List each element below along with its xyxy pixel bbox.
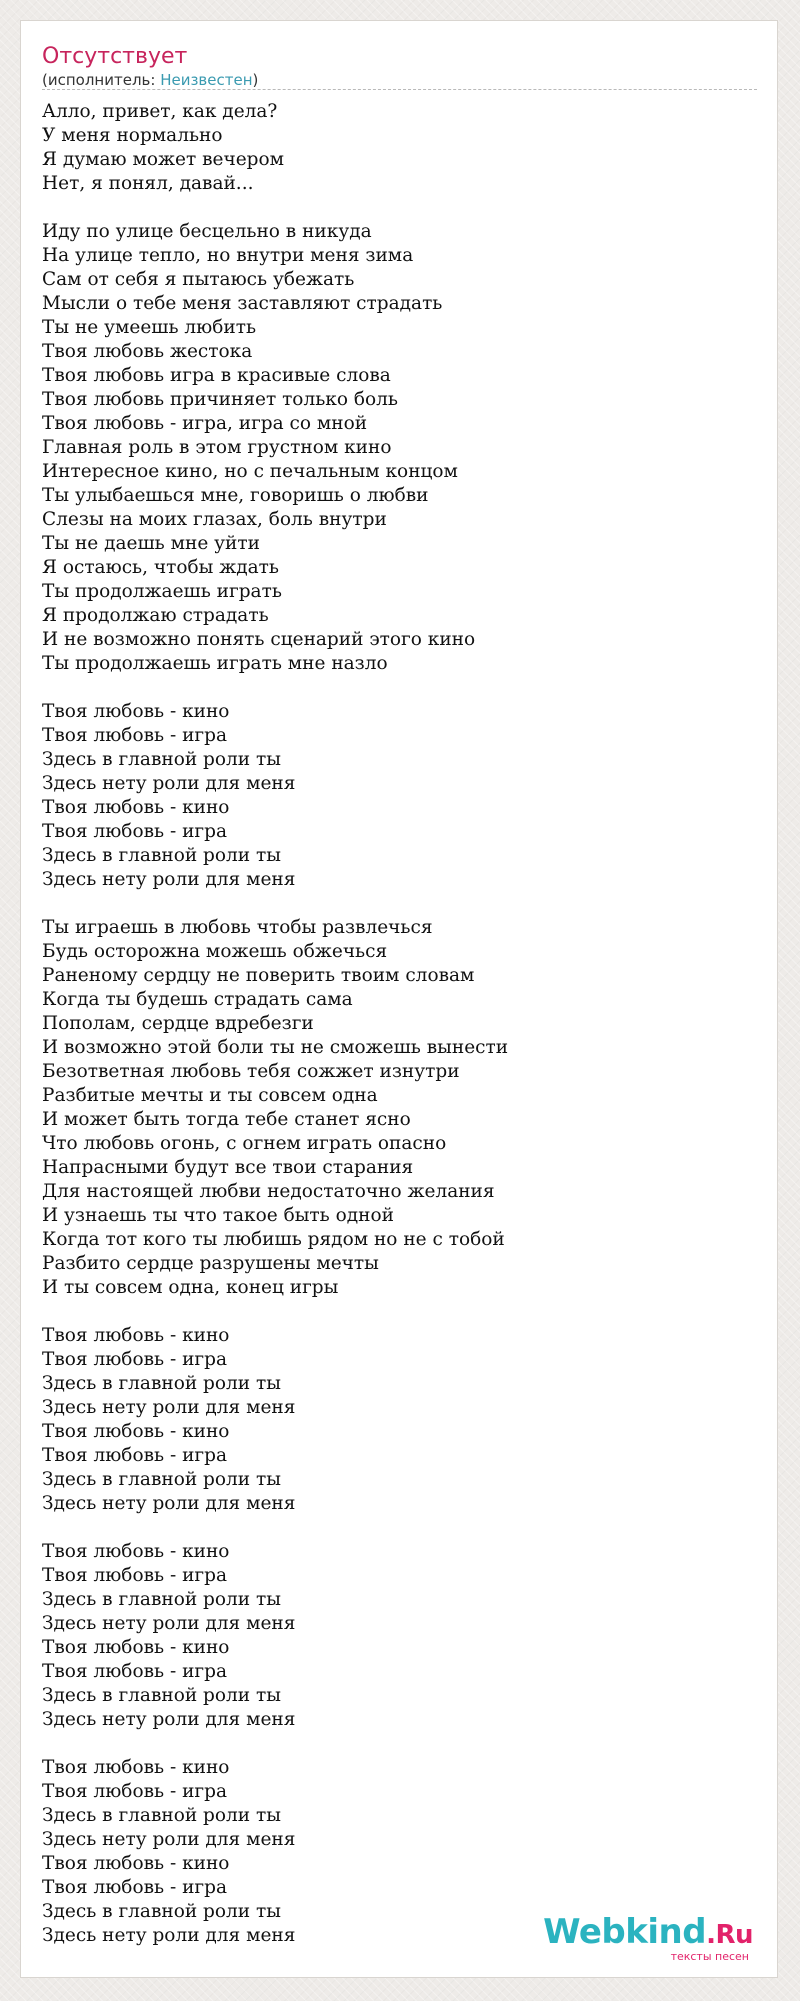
lyric-line: Иду по улице бесцельно в никуда xyxy=(42,221,372,242)
lyric-line: Твоя любовь - кино xyxy=(42,701,230,722)
lyric-line: Будь осторожна можешь обжечься xyxy=(42,941,388,962)
lyric-line: Здесь нету роли для меня xyxy=(42,1493,296,1514)
lyric-line: Здесь нету роли для меня xyxy=(42,1397,296,1418)
lyric-line: Интересное кино, но с печальным концом xyxy=(42,461,458,482)
lyric-line: Твоя любовь - кино xyxy=(42,797,230,818)
lyric-line: Здесь нету роли для меня xyxy=(42,1613,296,1634)
lyrics-stanza xyxy=(42,100,757,196)
lyric-line: Ты играешь в любовь чтобы развлечься xyxy=(42,917,433,938)
lyric-line: Твоя любовь - игра xyxy=(42,1781,227,1802)
lyric-line: У меня нормально xyxy=(42,125,223,146)
lyric-line: Твоя любовь - кино xyxy=(42,1421,230,1442)
lyrics-stanza xyxy=(42,1324,757,1516)
lyric-line: И узнаешь ты что такое быть одной xyxy=(42,1205,394,1226)
logo-suffix: .Ru xyxy=(706,1920,753,1950)
lyric-line: И ты совсем одна, конец игры xyxy=(42,1277,339,1298)
lyric-line: Главная роль в этом грустном кино xyxy=(42,437,392,458)
song-header xyxy=(42,43,757,90)
lyric-line: Твоя любовь - кино xyxy=(42,1637,230,1658)
lyric-line: Твоя любовь - кино xyxy=(42,1853,230,1874)
lyric-line: И возможно этой боли ты не сможешь вынести xyxy=(42,1037,509,1058)
logo-tagline: тексты песен xyxy=(670,1950,749,1963)
lyric-line: Нет, я понял, давай... xyxy=(42,173,254,194)
lyric-line: Безответная любовь тебя сожжет изнутри xyxy=(42,1061,460,1082)
lyric-line: Твоя любовь - игра xyxy=(42,1445,227,1466)
lyrics-stanza xyxy=(42,700,757,892)
site-logo[interactable] xyxy=(543,1914,753,1963)
lyric-line: Мысли о тебе меня заставляют страдать xyxy=(42,293,443,314)
lyric-line: Твоя любовь жестока xyxy=(42,341,253,362)
lyric-line: Для настоящей любви недостаточно желания xyxy=(42,1181,495,1202)
lyric-line: Слезы на моих глазах, боль внутри xyxy=(42,509,387,530)
lyric-line: Здесь нету роли для меня xyxy=(42,773,296,794)
lyric-line: Когда тот кого ты любишь рядом но не с тобой xyxy=(42,1229,505,1250)
lyric-line: Разбито сердце разрушены мечты xyxy=(42,1253,379,1274)
lyric-line: Ты не умеешь любить xyxy=(42,317,257,338)
lyric-line: Сам от себя я пытаюсь убежать xyxy=(42,269,355,290)
lyric-line: Твоя любовь - игра xyxy=(42,821,227,842)
lyric-line: Твоя любовь игра в красивые слова xyxy=(42,365,391,386)
lyric-line: Здесь в главной роли ты xyxy=(42,1469,281,1490)
artist-suffix: ) xyxy=(252,71,259,89)
lyrics-stanza xyxy=(42,916,757,1300)
lyric-line: Твоя любовь - кино xyxy=(42,1541,230,1562)
lyric-line: И не возможно понять сценарий этого кино xyxy=(42,629,476,650)
song-title: Отсутствует xyxy=(42,44,188,69)
lyrics-card xyxy=(20,20,778,1978)
lyric-line: Ты продолжаешь играть xyxy=(42,581,282,602)
lyric-line: Здесь нету роли для меня xyxy=(42,1709,296,1730)
lyric-line: Твоя любовь - игра xyxy=(42,725,227,746)
lyric-line: Здесь в главной роли ты xyxy=(42,1805,281,1826)
lyric-line: Когда ты будешь страдать сама xyxy=(42,989,353,1010)
lyric-line: Ты не даешь мне уйти xyxy=(42,533,260,554)
lyric-line: Твоя любовь - игра, игра со мной xyxy=(42,413,368,434)
lyric-line: Я думаю может вечером xyxy=(42,149,285,170)
lyric-line: Ты улыбаешься мне, говоришь о любви xyxy=(42,485,429,506)
lyric-line: Здесь в главной роли ты xyxy=(42,845,281,866)
lyric-line: Здесь нету роли для меня xyxy=(42,869,296,890)
lyric-line: Твоя любовь - игра xyxy=(42,1565,227,1586)
lyric-line: Пополам, сердце вдребезги xyxy=(42,1013,314,1034)
lyric-line: Что любовь огонь, с огнем играть опасно xyxy=(42,1133,447,1154)
lyric-line: Здесь в главной роли ты xyxy=(42,1589,281,1610)
lyric-line: Твоя любовь - кино xyxy=(42,1325,230,1346)
lyric-line: Здесь нету роли для меня xyxy=(42,1925,296,1946)
lyric-line: Здесь в главной роли ты xyxy=(42,1685,281,1706)
lyric-line: На улице тепло, но внутри меня зима xyxy=(42,245,414,266)
lyric-line: Раненому сердцу не поверить твоим словам xyxy=(42,965,475,986)
lyric-line: Здесь в главной роли ты xyxy=(42,749,281,770)
lyrics-text xyxy=(42,100,757,1972)
artist-link[interactable]: Неизвестен xyxy=(160,71,253,89)
lyric-line: Твоя любовь причиняет только боль xyxy=(42,389,398,410)
lyric-line: Здесь в главной роли ты xyxy=(42,1901,281,1922)
lyric-line: Здесь нету роли для меня xyxy=(42,1829,296,1850)
lyric-line: Здесь в главной роли ты xyxy=(42,1373,281,1394)
lyrics-stanza xyxy=(42,1540,757,1732)
artist-prefix: (исполнитель: xyxy=(42,71,161,89)
lyric-line: Я остаюсь, чтобы ждать xyxy=(42,557,279,578)
lyric-line: Твоя любовь - игра xyxy=(42,1661,227,1682)
logo-wordmark xyxy=(543,1914,753,1953)
lyric-line: Алло, привет, как дела? xyxy=(42,101,278,122)
artist-line xyxy=(42,71,757,89)
lyric-line: Я продолжаю страдать xyxy=(42,605,269,626)
logo-name: Webkind xyxy=(543,1912,707,1952)
lyric-line: Разбитые мечты и ты совсем одна xyxy=(42,1085,378,1106)
lyric-line: Напрасными будут все твои старания xyxy=(42,1157,414,1178)
lyrics-stanza xyxy=(42,220,757,676)
lyric-line: И может быть тогда тебе станет ясно xyxy=(42,1109,411,1130)
lyric-line: Ты продолжаешь играть мне назло xyxy=(42,653,388,674)
lyric-line: Твоя любовь - кино xyxy=(42,1757,230,1778)
lyric-line: Твоя любовь - игра xyxy=(42,1349,227,1370)
lyric-line: Твоя любовь - игра xyxy=(42,1877,227,1898)
